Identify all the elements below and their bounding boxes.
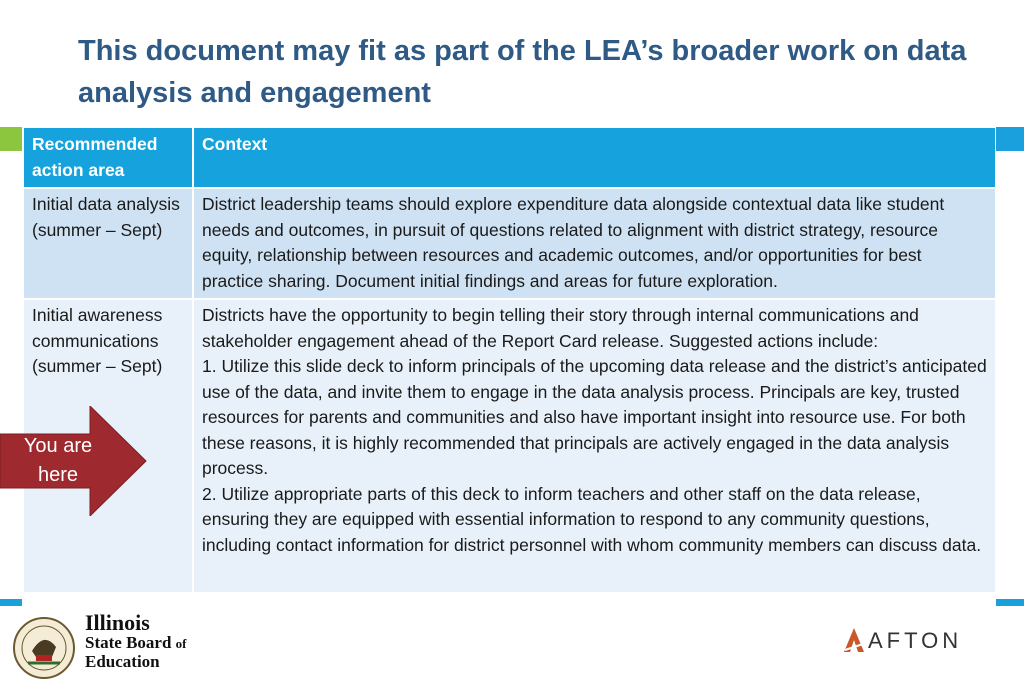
- isbe-of-text: of: [175, 636, 187, 651]
- action-area-cell: Initial awareness communications (summer – Sept): [24, 300, 192, 592]
- isbe-state-board-text: State Board: [85, 633, 172, 652]
- context-action-2: 2. Utilize appropriate parts of this deck to inform teachers and other staff on the data release, ensuring they are equipped with essential information to respond to any community questions, including contact information for district personnel with whom community members can discuss data.: [202, 483, 982, 555]
- header-recommended-action-area: Recommended action area: [24, 128, 192, 187]
- you-are-here-label: You are here: [23, 435, 93, 486]
- isbe-line-state-board: [85, 634, 187, 653]
- isbe-line-education: Education: [85, 652, 160, 671]
- isbe-logo-text: [85, 612, 187, 671]
- context-cell: District leadership teams should explore expenditure data alongside contextual data like student needs and outcomes, in pursuit of questions related to alignment with district strategy, resource equity, relationship between resources and academic outcomes, and/or opportunities for best practice sharing. Document initial findings and areas for future exploration.: [194, 189, 995, 298]
- blue-accent-bar: [996, 127, 1024, 151]
- table-header-row: [24, 128, 995, 187]
- table-row: [24, 189, 995, 298]
- action-area-cell: Initial data analysis (summer – Sept): [24, 189, 192, 298]
- isbe-line-illinois: Illinois: [85, 610, 150, 635]
- header-context: Context: [194, 128, 995, 187]
- table-row: [24, 300, 995, 592]
- illinois-state-seal-icon: [12, 617, 76, 679]
- slide-title: This document may fit as part of the LEA’s broader work on data analysis and engagement: [78, 35, 967, 109]
- context-cell: [194, 300, 995, 592]
- green-accent-bar: [0, 127, 22, 151]
- afton-logo-icon: [842, 626, 866, 654]
- afton-wordmark: AFTON: [868, 628, 963, 653]
- bottom-accent-right: [996, 599, 1024, 606]
- action-context-table: [22, 126, 997, 594]
- context-action-1: 1. Utilize this slide deck to inform principals of the upcoming data release and the district’s anticipated use of the data, and invite them to engage in the data analysis process. Principals are key, trusted resources for parents and communities and also have important insight into resource use. For both these reasons, it is highly recommended that principals are actively engaged in the data analysis process.: [202, 356, 987, 478]
- context-intro: Districts have the opportunity to begin telling their story through internal communications and stakeholder engagement ahead of the Report Card release. Suggested actions include:: [202, 305, 919, 351]
- bottom-accent-left: [0, 599, 22, 606]
